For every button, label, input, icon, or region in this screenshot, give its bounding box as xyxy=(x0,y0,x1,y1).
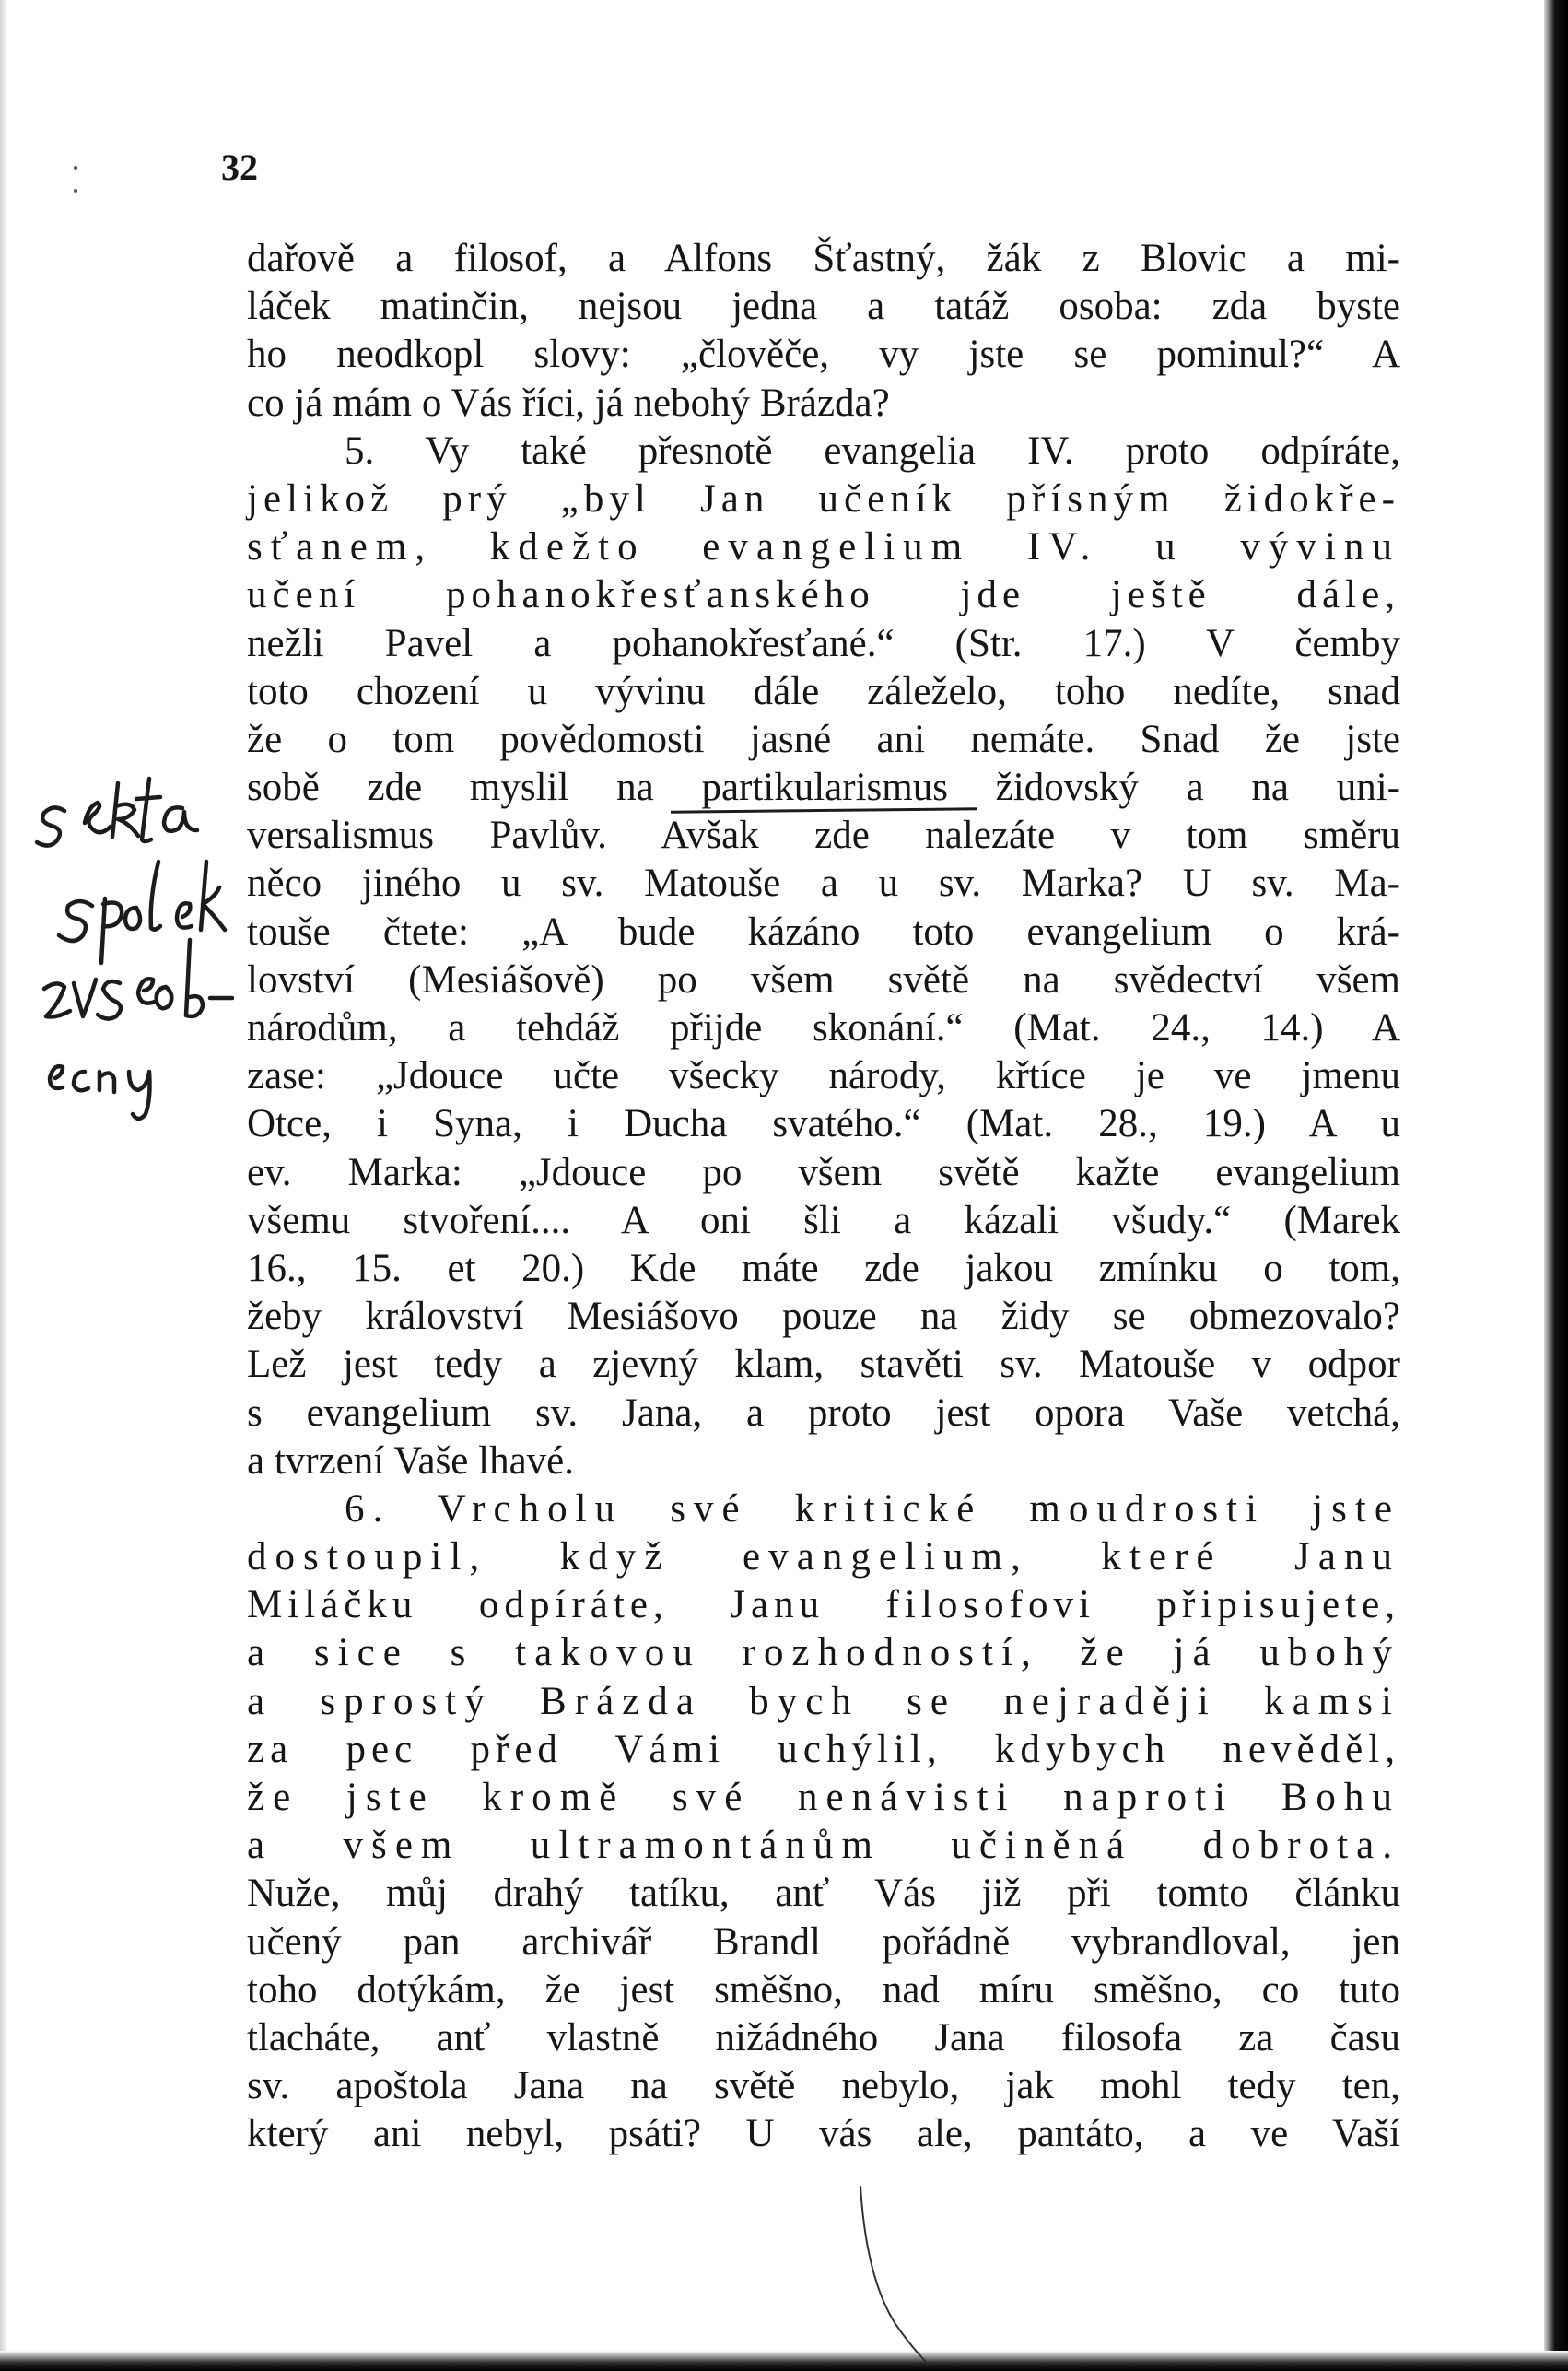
text-line: Nuže, můj drahý tatíku, anť Vás již při tomto článku xyxy=(247,1872,1400,1916)
text-line: versalismus Pavlův. Avšak zde nalezáte v tom směru xyxy=(247,814,1400,858)
text-line: že jste kromě své nenávisti naproti Bohu xyxy=(247,1776,1400,1819)
page-left-edge-shadow xyxy=(0,0,7,2371)
text-line: toho dotýkám, že jest směšno, nad míru směšno, co tuto xyxy=(247,1967,1400,2012)
text-line: za pec před Vámi uchýlil, kdybych nevěděl, xyxy=(247,1727,1400,1771)
text-line: ev. Marka: „Jdouce po všem světě kažte evangelium xyxy=(247,1150,1400,1194)
text-line: a sice s takovou rozhodností, že já ubohý xyxy=(247,1631,1400,1675)
page-bottom-edge-shadow xyxy=(0,2351,1568,2371)
text-line: Otce, i Syna, i Ducha svatého.“ (Mat. 28., 19.) A u xyxy=(247,1102,1400,1146)
page-right-edge-shadow xyxy=(1544,0,1568,2371)
text-line: zase: „Jdouce učte všecky národy, křtíce je ve jmenu xyxy=(247,1054,1400,1098)
text-line: láček matinčin, nejsou jedna a tatáž osoba: zda byste xyxy=(247,285,1400,329)
text-line: ho neodkopl slovy: „člověče, vy jste se pominul?“ A xyxy=(247,333,1400,377)
margin-speck xyxy=(74,166,77,170)
page-number: 32 xyxy=(221,147,258,188)
text-line: žeby království Mesiášovo pouze na židy se obmezovalo? xyxy=(247,1295,1400,1339)
text-line: 16., 15. et 20.) Kde máte zde jakou zmínku o tom, xyxy=(247,1246,1400,1290)
pencil-stroke-mark xyxy=(857,2184,940,2368)
margin-speck xyxy=(74,189,77,193)
text-line: lovství (Mesiášově) po všem světě na svědectví všem xyxy=(247,957,1400,1002)
text-line: Lež jest tedy a zjevný klam, stavěti sv. Matouše v odpor xyxy=(247,1343,1400,1387)
text-line: jelikož prý „byl Jan učeník přísným židokře- xyxy=(247,476,1400,521)
text-line: Miláčku odpíráte, Janu filosofovi připisujete, xyxy=(247,1583,1400,1627)
text-line: a sprostý Brázda bych se nejraději kamsi xyxy=(247,1679,1400,1723)
text-line: dostoupil, když evangelium, které Janu xyxy=(247,1535,1400,1579)
text-line: něco jiného u sv. Matouše a u sv. Marka? U sv. Ma- xyxy=(247,862,1400,906)
text-line: sobě zde myslil na partikularismus židovský a na uni- xyxy=(247,766,1400,810)
text-line: který ani nebyl, psáti? U vás ale, pantáto, a ve Vaší xyxy=(247,2112,1400,2156)
text-line: s evangelium sv. Jana, a proto jest opora Vaše vetchá, xyxy=(247,1391,1400,1435)
text-line: toto chození u vývinu dále záleželo, toho nedíte, snad xyxy=(247,669,1400,713)
handwritten-margin-note xyxy=(28,742,267,1129)
text-line: 6. Vrcholu své kritické moudrosti jste xyxy=(345,1486,1400,1531)
text-line: a všem ultramontánům učiněná dobrota. xyxy=(247,1824,1400,1868)
text-line: sv. apoštola Jana na světě nebylo, jak mohl tedy ten, xyxy=(247,2064,1400,2108)
text-line: tlacháte, anť vlastně nižádného Jana filosofa za času xyxy=(247,2015,1400,2060)
text-line: co já mám o Vás říci, já nebohý Brázda? xyxy=(247,381,890,425)
text-line: touše čtete: „A bude kázáno toto evangelium o krá- xyxy=(247,910,1400,954)
text-line: a tvrzení Vaše lhavé. xyxy=(247,1438,575,1483)
text-line: všemu stvoření.... A oni šli a kázali všudy.“ (Marek xyxy=(247,1198,1400,1242)
body-text xyxy=(247,235,1400,2159)
text-line: učený pan archivář Brandl pořádně vybrandloval, jen xyxy=(247,1919,1400,1964)
text-line: že o tom povědomosti jasné ani nemáte. Snad že jste xyxy=(247,717,1400,761)
text-line: sťanem, kdežto evangelium IV. u vývinu xyxy=(247,525,1400,569)
text-line: 5. Vy také přesnotě evangelia IV. proto odpíráte, xyxy=(345,428,1400,473)
text-line: dařově a filosof, a Alfons Šťastný, žák z Blovic a mi- xyxy=(247,237,1400,280)
text-line: učení pohanokřesťanského jde ještě dále, xyxy=(247,573,1400,617)
text-line: nežli Pavel a pohanokřesťané.“ (Str. 17.) V čemby xyxy=(247,621,1400,665)
text-line: národům, a tehdáž přijde skonání.“ (Mat. 24., 14.) A xyxy=(247,1006,1400,1050)
